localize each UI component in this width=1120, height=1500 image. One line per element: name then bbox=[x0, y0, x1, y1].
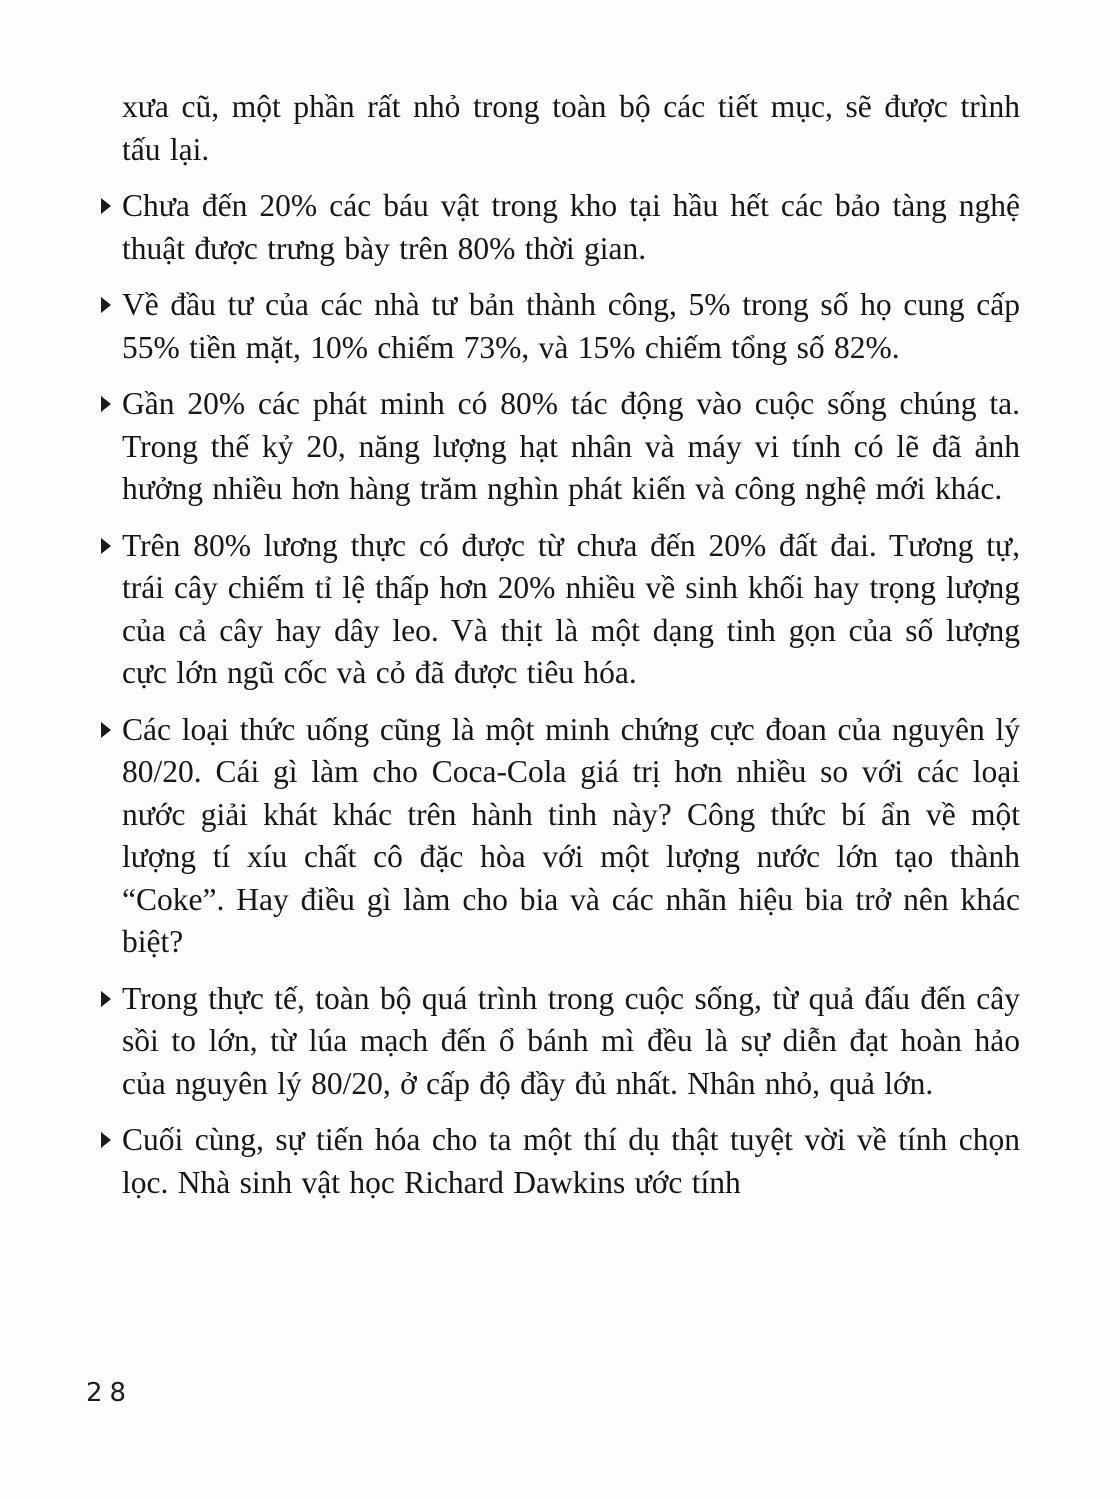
list-item bbox=[122, 383, 1020, 511]
list-item-text: Các loại thức uống cũng là một minh chứng cực đoan của nguyên lý 80/20. Cái gì làm cho Coca-Cola giá trị hơn nhiều so với các loại nước giải khát khác trên hành tinh này? Công thức bí ẩn về một lượng tí xíu chất cô đặc hòa với một lượng nước lớn tạo thành “Coke”. Hay điều gì làm cho bia và các nhãn hiệu bia trở nên khác biệt? bbox=[122, 711, 1020, 959]
list-item-text: Gần 20% các phát minh có 80% tác động vào cuộc sống chúng ta. Trong thế kỷ 20, năng lượng hạt nhân và máy vi tính có lẽ đã ảnh hưởng nhiều hơn hàng trăm nghìn phát kiến và công nghệ mới khác. bbox=[122, 386, 1020, 506]
list-item bbox=[122, 1119, 1020, 1204]
bullet-triangle-icon bbox=[101, 396, 111, 412]
paragraph-continuation: xưa cũ, một phần rất nhỏ trong toàn bộ các tiết mục, sẽ được trình tấu lại. bbox=[122, 89, 1020, 167]
text-block bbox=[122, 86, 1020, 1218]
page-number: 28 bbox=[86, 1378, 134, 1408]
list-item-text: Trên 80% lương thực có được từ chưa đến 20% đất đai. Tương tự, trái cây chiếm tỉ lệ thấp hơn 20% nhiều về sinh khối hay trọng lượng của cả cây hay dây leo. Và thịt là một dạng tinh gọn của số lượng cực lớn ngũ cốc và cỏ đã được tiêu hóa. bbox=[122, 527, 1020, 690]
bullet-triangle-icon bbox=[101, 297, 111, 313]
bullet-triangle-icon bbox=[101, 1132, 111, 1148]
list-item-text: Cuối cùng, sự tiến hóa cho ta một thí dụ thật tuyệt vời về tính chọn lọc. Nhà sinh vật học Richard Dawkins ước tính bbox=[122, 1122, 1020, 1200]
list-item-text: Chưa đến 20% các báu vật trong kho tại hầu hết các bảo tàng nghệ thuật được trưng bày trên 80% thời gian. bbox=[122, 188, 1020, 266]
list-item bbox=[122, 185, 1020, 270]
list-item bbox=[122, 978, 1020, 1106]
bullet-triangle-icon bbox=[101, 198, 111, 214]
bullet-triangle-icon bbox=[101, 722, 111, 738]
list-item bbox=[122, 709, 1020, 964]
list-item-text: Về đầu tư của các nhà tư bản thành công, 5% trong số họ cung cấp 55% tiền mặt, 10% chiếm 73%, và 15% chiếm tổng số 82%. bbox=[122, 287, 1020, 365]
list-item bbox=[122, 525, 1020, 695]
bullet-triangle-icon bbox=[101, 538, 111, 554]
bullet-triangle-icon bbox=[101, 991, 111, 1007]
list-item bbox=[122, 284, 1020, 369]
list-item-text: Trong thực tế, toàn bộ quá trình trong cuộc sống, từ quả đấu đến cây sồi to lớn, từ lúa mạch đến ổ bánh mì đều là sự diễn đạt hoàn hảo của nguyên lý 80/20, ở cấp độ đầy đủ nhất. Nhân nhỏ, quả lớn. bbox=[122, 980, 1020, 1101]
